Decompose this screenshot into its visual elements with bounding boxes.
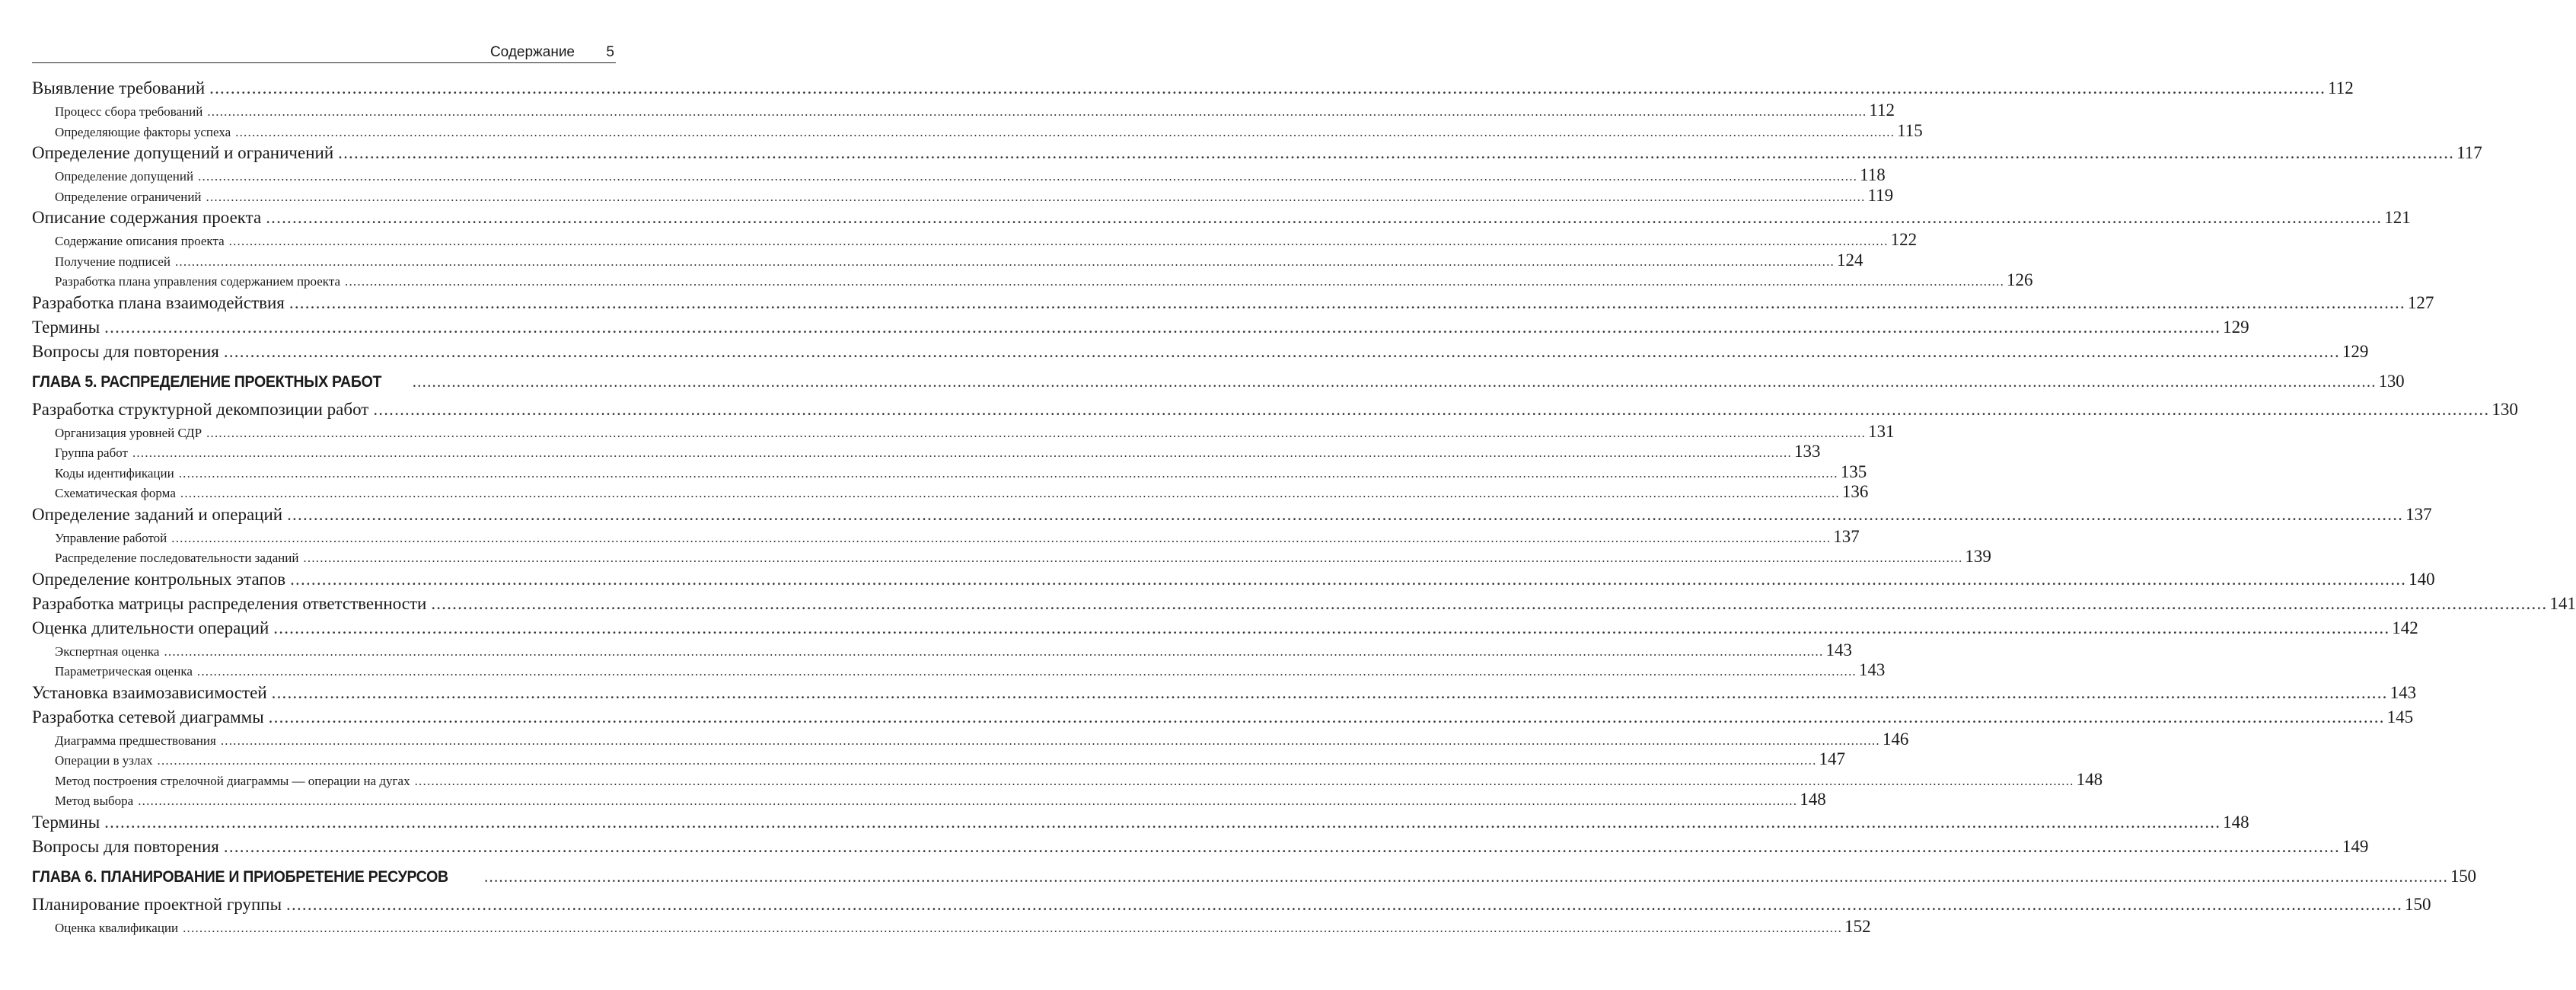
toc-entry-label: Определение ограничений [55,189,202,204]
toc-entry-page: 131 [1868,421,1895,441]
toc-subsection-entry[interactable] [32,790,1826,810]
toc-section-entry[interactable] [32,893,2431,917]
running-head-page-number: 5 [606,44,614,60]
dot-leader: ................................................................................................................................................................................................................................................................................................................................................................................................................ [273,618,2390,637]
toc-section-entry[interactable] [32,141,2482,165]
dot-leader: ................................................................................................................................................................................................................................................................................................................................................................................................................ [373,399,2490,419]
toc-section-entry[interactable] [32,810,2249,835]
toc-section-entry[interactable] [32,398,2518,422]
toc-entry-page: 130 [2492,399,2518,419]
toc-subsection-entry[interactable] [32,547,1991,567]
toc-subsection-entry[interactable] [32,916,1871,937]
dot-leader: ................................................................................................................................................................................................................................................................................................................................................................................................................ [414,773,2074,788]
toc-entry-label: Выявление требований [32,78,206,97]
toc-entry-page: 130 [2378,371,2405,391]
toc-entry-page: 148 [1800,790,1826,809]
toc-section-entry[interactable] [32,76,2354,101]
toc-entry-page: 115 [1897,120,1923,140]
toc-entry-label: Термины [32,812,100,832]
dot-leader: ................................................................................................................................................................................................................................................................................................................................................................................................................ [171,530,1832,545]
toc-section-entry[interactable] [32,567,2435,592]
toc-subsection-entry[interactable] [32,769,2103,790]
toc-entry-label: Содержание описания проекта [55,234,225,248]
toc-subsection-entry[interactable] [32,442,1821,462]
toc-section-entry[interactable] [32,681,2417,705]
toc-subsection-entry[interactable] [32,526,1860,548]
toc-entry-label: ГЛАВА 5. РАСПРЕДЕЛЕНИЕ ПРОЕКТНЫХ РАБОТ [32,372,382,391]
dot-leader: ................................................................................................................................................................................................................................................................................................................................................................................................................ [271,682,2388,702]
toc-chapter-entry[interactable] [32,369,2405,394]
toc-section-entry[interactable] [32,315,2249,340]
toc-entry-page: 124 [1836,250,1863,270]
toc-entry-label: Операции в узлах [55,753,153,768]
toc-entry-label: Метод выбора [55,794,134,808]
toc-entry-page: 135 [1840,461,1867,481]
toc-subsection-entry[interactable] [32,120,1923,142]
toc-subsection-entry[interactable] [32,185,1894,206]
toc-entry-label: Получение подписей [55,254,171,269]
toc-subsection-entry[interactable] [32,270,2033,291]
dot-leader: ................................................................................................................................................................................................................................................................................................................................................................................................................ [104,812,2221,832]
dot-leader: ................................................................................................................................................................................................................................................................................................................................................................................................................ [268,707,2385,727]
dot-leader: ................................................................................................................................................................................................................................................................................................................................................................................................................ [104,317,2221,337]
toc-subsection-entry[interactable] [32,461,1867,483]
toc-section-entry[interactable] [32,835,2369,859]
toc-section-entry[interactable] [32,340,2369,364]
dot-leader: ................................................................................................................................................................................................................................................................................................................................................................................................................ [484,867,2449,886]
dot-leader: ................................................................................................................................................................................................................................................................................................................................................................................................................ [345,274,2005,289]
toc-entry-page: 112 [2328,78,2354,97]
toc-entry-page: 143 [1825,640,1852,659]
toc-entry-label: Вопросы для повторения [32,836,219,856]
toc-section-entry[interactable] [32,291,2434,315]
toc-entry-page: 121 [2384,208,2411,227]
running-head [32,43,616,63]
dot-leader: ................................................................................................................................................................................................................................................................................................................................................................................................................ [223,341,2340,361]
toc-entry-page: 149 [2342,836,2369,856]
toc-section-entry[interactable] [32,616,2418,640]
toc-entry-page: 150 [2405,894,2431,914]
toc-entry-page: 129 [2223,317,2249,337]
toc-entry-label: Разработка структурной декомпозиции работ [32,399,369,419]
toc-entry-label: Разработка плана взаимодействия [32,292,285,312]
dot-leader: ................................................................................................................................................................................................................................................................................................................................................................................................................ [235,124,1895,139]
toc-entry-label: Вопросы для повторения [32,341,219,361]
dot-leader: ................................................................................................................................................................................................................................................................................................................................................................................................................ [209,78,2326,97]
toc-entry-label: Определение допущений и ограничений [32,143,334,162]
toc-entry-page: 133 [1793,442,1821,461]
dot-leader: ................................................................................................................................................................................................................................................................................................................................................................................................................ [338,143,2455,162]
toc-subsection-entry[interactable] [32,165,1886,186]
dot-leader: ................................................................................................................................................................................................................................................................................................................................................................................................................ [303,551,1963,565]
toc-entry-page: 112 [1869,101,1895,120]
dot-leader: ................................................................................................................................................................................................................................................................................................................................................................................................................ [164,644,1824,659]
toc-subsection-entry[interactable] [32,660,1886,681]
table-of-contents [32,76,2576,937]
dot-leader: ................................................................................................................................................................................................................................................................................................................................................................................................................ [183,920,1843,935]
dot-leader: ................................................................................................................................................................................................................................................................................................................................................................................................................ [178,465,1838,481]
toc-entry-page: 127 [2407,292,2434,312]
running-head-title: Содержание [489,44,575,60]
toc-entry-page: 143 [2389,682,2417,702]
toc-entry-label: Коды идентификации [55,465,174,481]
toc-entry-label: Диаграмма предшествования [55,733,216,748]
toc-entry-page: 147 [1819,749,1846,768]
dot-leader: ................................................................................................................................................................................................................................................................................................................................................................................................................ [206,189,1866,204]
dot-leader: ................................................................................................................................................................................................................................................................................................................................................................................................................ [220,733,1880,748]
toc-entry-label: Описание содержания проекта [32,208,262,227]
toc-entry-label: Установка взаимозависимостей [32,682,267,702]
dot-leader: ................................................................................................................................................................................................................................................................................................................................................................................................................ [412,372,2377,391]
toc-entry-label: Определение заданий и операций [32,504,283,524]
toc-entry-label: Планирование проектной группы [32,894,282,914]
toc-entry-page: 142 [2392,618,2418,637]
toc-entry-page: 117 [2456,143,2482,162]
toc-entry-label: Параметрическая оценка [55,664,193,679]
toc-subsection-entry[interactable] [32,101,1895,121]
toc-entry-label: Оценка квалификации [55,920,179,935]
toc-entry-label: Разработка сетевой диаграммы [32,707,264,727]
toc-entry-page: 137 [2405,504,2432,524]
toc-entry-label: Оценка длительности операций [32,618,269,637]
toc-subsection-entry[interactable] [32,482,1869,503]
toc-entry-label: Схематическая форма [55,486,176,500]
toc-section-entry[interactable] [32,592,2576,616]
toc-subsection-entry[interactable] [32,230,1918,251]
toc-entry-page: 136 [1841,482,1869,501]
toc-entry-label: Управление работой [55,530,167,545]
toc-entry-page: 148 [2076,769,2103,789]
toc-section-entry[interactable] [32,705,2414,730]
toc-entry-label: Определение допущений [55,169,194,184]
toc-entry-page: 150 [2450,866,2476,886]
toc-entry-label: Организация уровней СДР [55,425,202,440]
dot-leader: ................................................................................................................................................................................................................................................................................................................................................................................................................ [157,753,1817,768]
toc-entry-label: Определение контрольных этапов [32,569,286,589]
dot-leader: ................................................................................................................................................................................................................................................................................................................................................................................................................ [132,446,1792,460]
toc-entry-page: 148 [2223,812,2249,832]
toc-entry-page: 137 [1833,526,1860,546]
dot-leader: ................................................................................................................................................................................................................................................................................................................................................................................................................ [290,569,2407,589]
dot-leader: ................................................................................................................................................................................................................................................................................................................................................................................................................ [174,254,1835,269]
toc-section-entry[interactable] [32,503,2432,527]
toc-entry-label: ГЛАВА 6. ПЛАНИРОВАНИЕ И ПРИОБРЕТЕНИЕ РЕСУРСОВ [32,867,448,886]
toc-entry-label: Разработка плана управления содержанием проекта [55,274,341,289]
toc-entry-page: 152 [1844,916,1871,936]
toc-chapter-entry[interactable] [32,864,2476,889]
toc-entry-page: 122 [1890,230,1918,249]
toc-entry-page: 126 [2007,270,2033,289]
dot-leader: ................................................................................................................................................................................................................................................................................................................................................................................................................ [207,104,1867,119]
toc-subsection-entry[interactable] [32,729,1909,750]
dot-leader: ................................................................................................................................................................................................................................................................................................................................................................................................................ [286,894,2403,914]
dot-leader: ................................................................................................................................................................................................................................................................................................................................................................................................................ [180,486,1840,500]
toc-entry-page: 141 [2549,593,2576,613]
toc-entry-page: 139 [1965,547,1991,566]
toc-entry-label: Экспертная оценка [55,644,160,659]
toc-entry-label: Группа работ [55,446,128,460]
toc-entry-label: Определяющие факторы успеха [55,124,231,139]
toc-entry-label: Распределение последовательности заданий [55,551,299,565]
toc-entry-page: 119 [1867,185,1894,205]
dot-leader: ................................................................................................................................................................................................................................................................................................................................................................................................................ [266,208,2383,227]
toc-subsection-entry[interactable] [32,749,1846,770]
dot-leader: ................................................................................................................................................................................................................................................................................................................................................................................................................ [198,169,1858,184]
dot-leader: ................................................................................................................................................................................................................................................................................................................................................................................................................ [223,836,2340,856]
toc-entry-page: 129 [2342,341,2369,361]
toc-entry-label: Метод построения стрелочной диаграммы — операции на дугах [55,773,410,788]
toc-subsection-entry[interactable] [32,250,1863,271]
toc-section-entry[interactable] [32,206,2411,230]
dot-leader: ................................................................................................................................................................................................................................................................................................................................................................................................................ [196,664,1857,679]
toc-entry-page: 146 [1882,729,1909,749]
toc-entry-label: Термины [32,317,100,337]
dot-leader: ................................................................................................................................................................................................................................................................................................................................................................................................................ [287,504,2404,524]
toc-entry-page: 118 [1860,165,1886,184]
dot-leader: ................................................................................................................................................................................................................................................................................................................................................................................................................ [228,234,1889,248]
dot-leader: ................................................................................................................................................................................................................................................................................................................................................................................................................ [206,425,1867,440]
toc-entry-label: Разработка матрицы распределения ответственности [32,593,427,613]
dot-leader: ................................................................................................................................................................................................................................................................................................................................................................................................................ [431,593,2548,613]
toc-subsection-entry[interactable] [32,640,1852,661]
toc-entry-page: 143 [1858,660,1886,679]
toc-entry-page: 145 [2386,707,2414,727]
toc-entry-page: 140 [2409,569,2435,589]
dot-leader: ................................................................................................................................................................................................................................................................................................................................................................................................................ [138,794,1798,808]
toc-entry-label: Процесс сбора требований [55,104,203,119]
toc-subsection-entry[interactable] [32,421,1895,442]
dot-leader: ................................................................................................................................................................................................................................................................................................................................................................................................................ [289,292,2405,312]
